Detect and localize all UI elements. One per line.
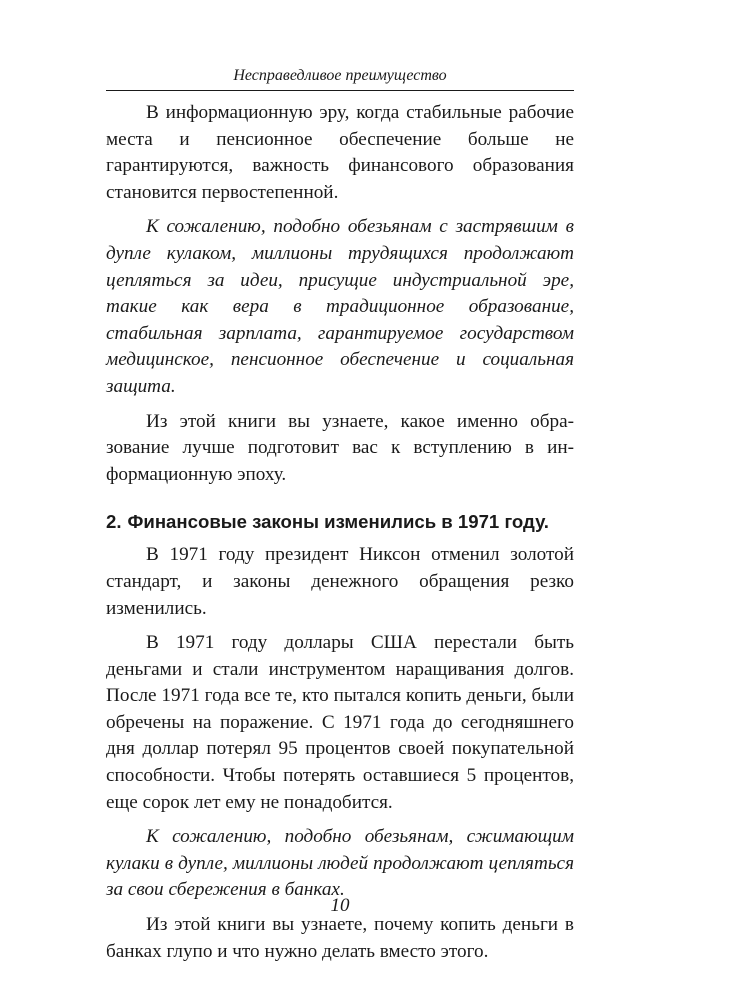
paragraph-why-saving-is-foolish: Из этой книги вы узнаете, почему копить деньги в банках глупо и что нужно делать вместо этого. (106, 914, 574, 962)
running-head: Несправедливое преимущество (233, 67, 447, 84)
paragraph-monkeys-industrial-ideas: К сожалению, подобно обезьянам с застрявшим в дупле кулаком, миллионы трудящихся продолжают цепляться за идеи, присущие индустриальной эре, такие как вера в традиционное образование, стабильная зарплата, гарантируемое государством медицинское, пенсионное обеспечение и социальная защита. (106, 216, 574, 397)
paragraph-which-education: Из этой книги вы узнаете, какое именно образование лучше подготовит вас к вступлению в информационную эпоху. (106, 410, 574, 485)
page-number: 10 (330, 895, 350, 916)
page-body (106, 100, 574, 965)
section-number: 2. (106, 511, 122, 533)
paragraph-information-age: В информационную эру, когда стабильные рабочие места и пенсионное обеспечение больше не гарантируются, важность финансового образования становится первостепенной. (106, 102, 574, 203)
paragraph-nixon-gold-standard: В 1971 году президент Никсон отменил золотой стандарт, и законы денежного обращения резко изменились. (106, 544, 574, 619)
paragraph-dollar-lost-value: В 1971 году доллары США перестали быть деньгами и стали инструментом наращивания долгов. После 1971 года все те, кто пытался копить деньги, были обречены на поражение. С 1971 года до сегодняшнего дня доллар потерял 95 процентов своей покупательной способности. Чтобы потерять оставшиеся 5 процентов, еще сорок лет ему не понадобится. (106, 632, 574, 813)
paragraph-monkeys-savings: К сожалению, подобно обезьянам, сжимающим кулаки в дупле, миллионы людей продолжают цепляться за свои сбережения в банках. (106, 826, 574, 901)
header-rule (106, 90, 574, 91)
section-title: Финансовые законы изменились в 1971 году. (127, 511, 549, 533)
section-heading (106, 510, 574, 534)
